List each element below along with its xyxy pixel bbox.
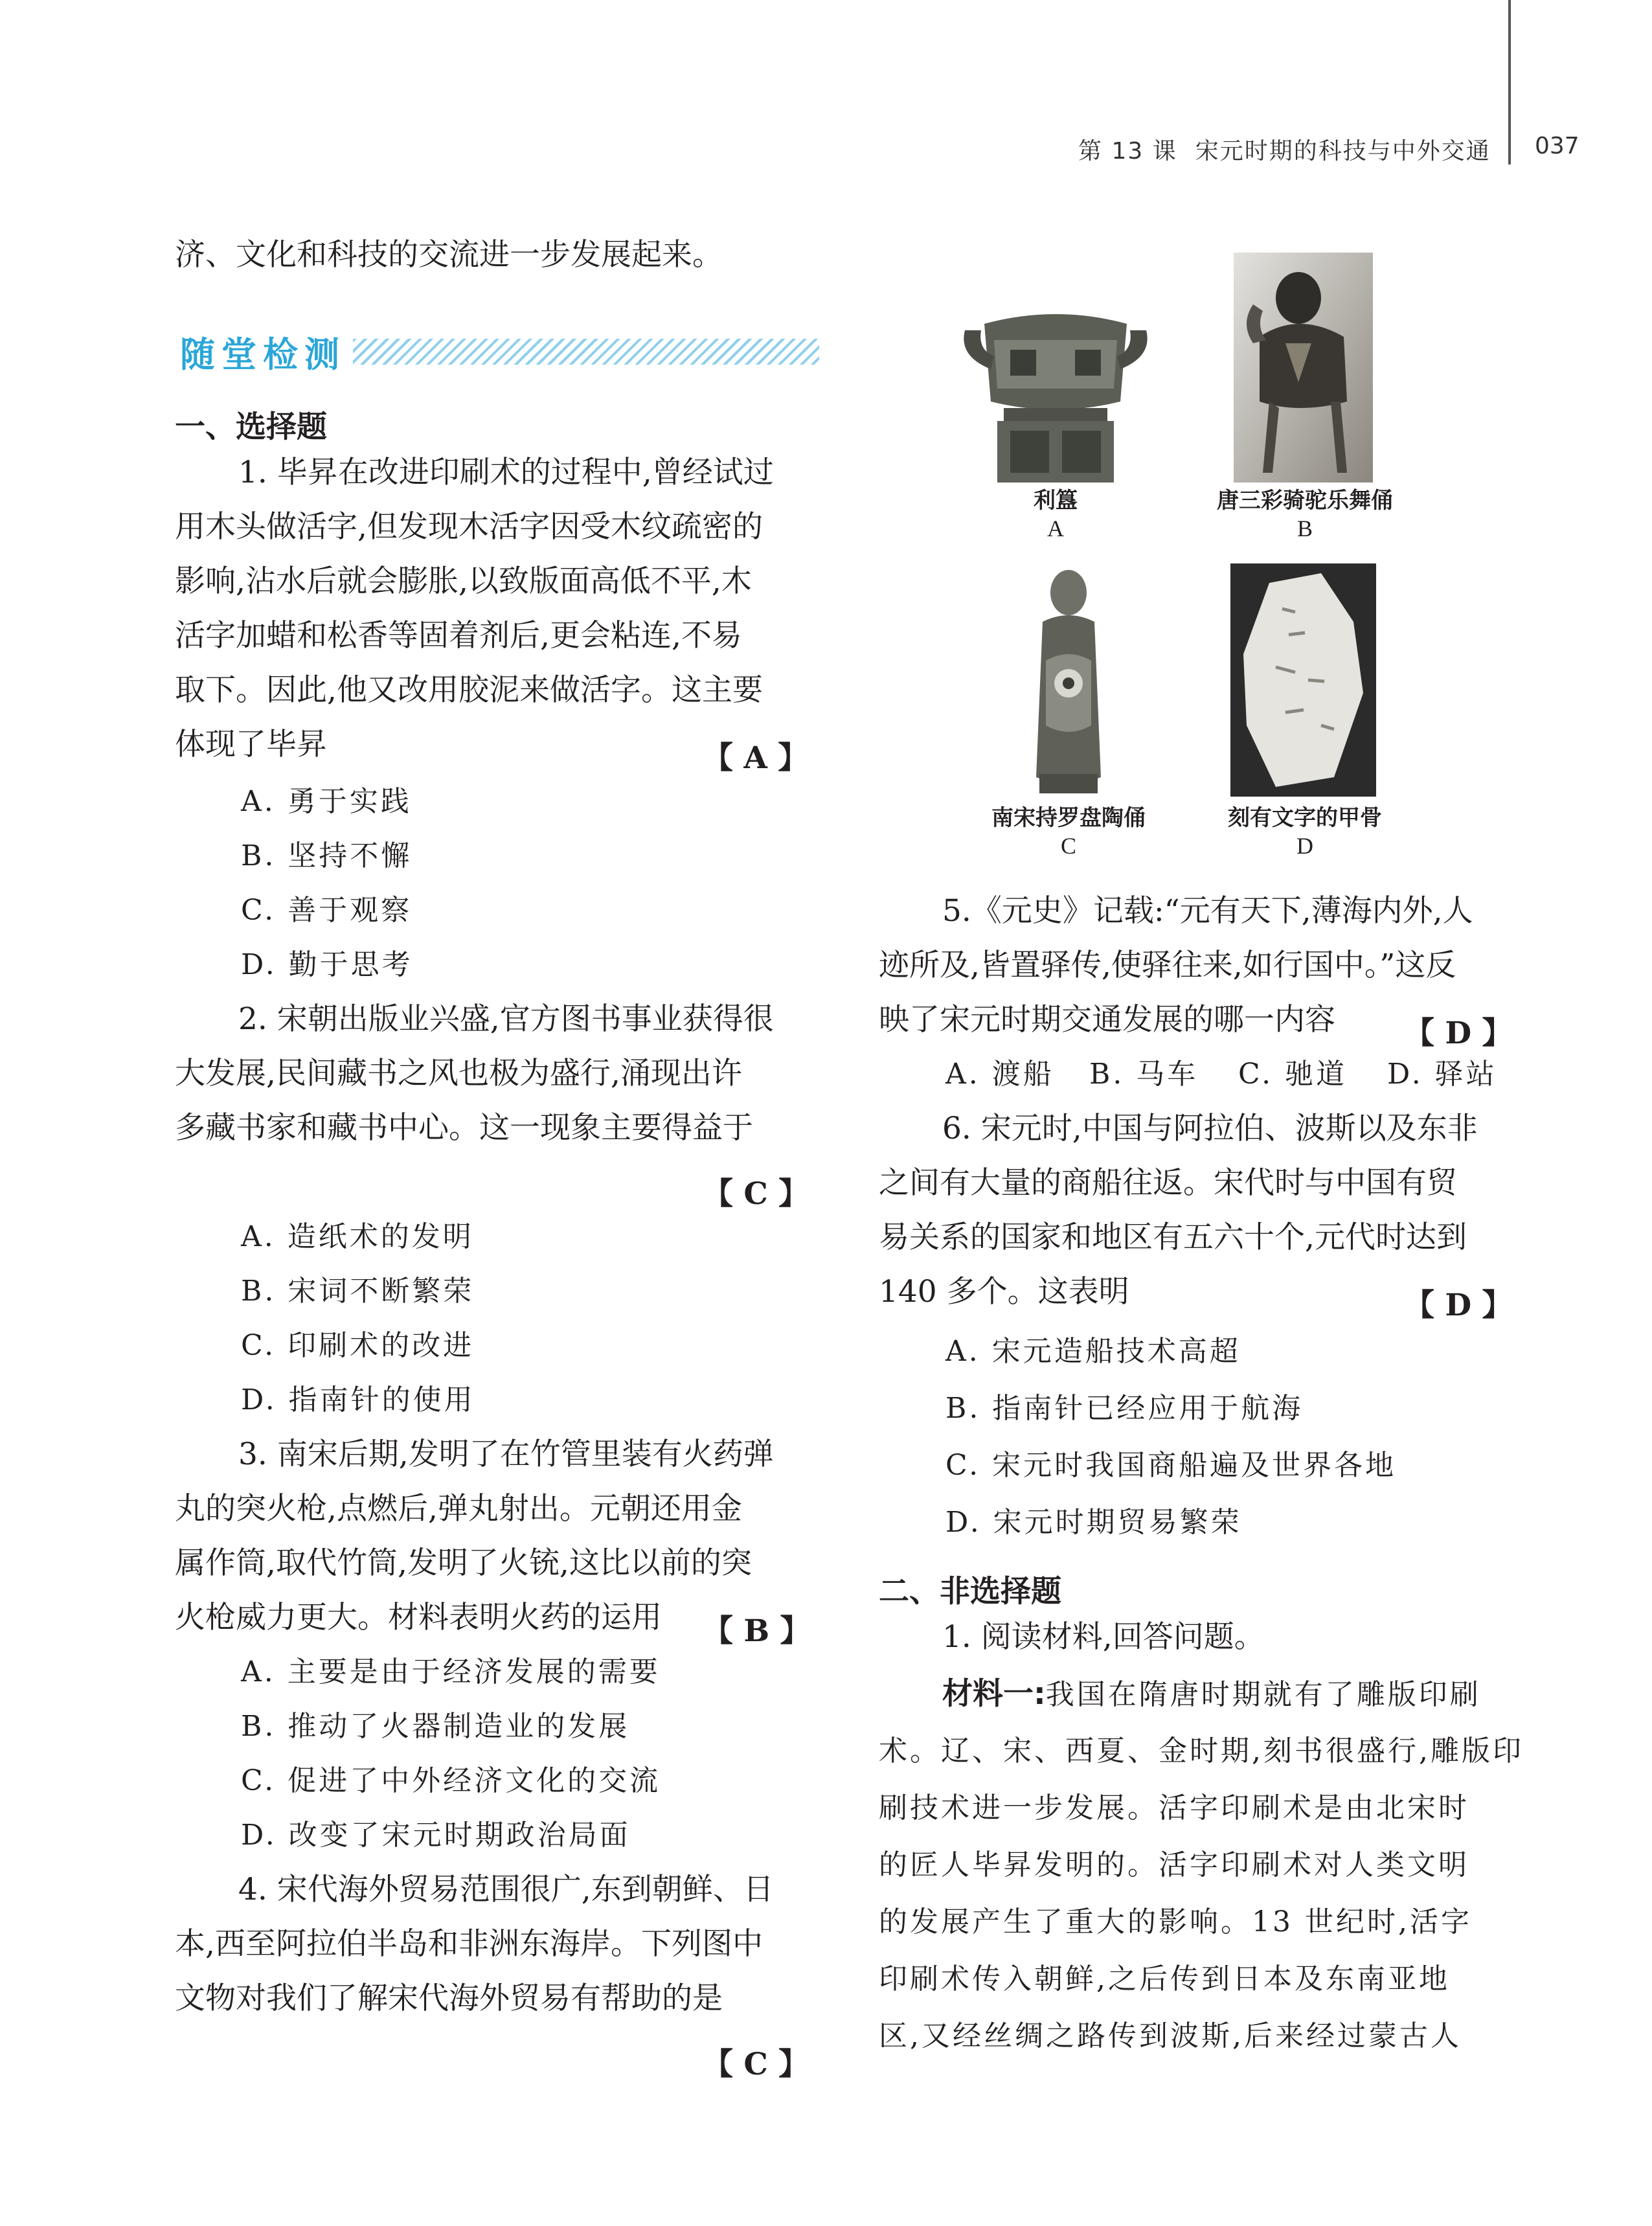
q4-line: 本,西至阿拉伯半岛和非洲东海岸。下列图中 xyxy=(175,1926,763,1962)
material-line: 的发展产生了重大的影响。13 世纪时,活字 xyxy=(879,1905,1472,1938)
figure-d-letter: D xyxy=(1296,833,1313,859)
material-label: 材料一: xyxy=(942,1676,1046,1712)
compass-figurine-image xyxy=(1023,563,1114,797)
q3-line: 火枪威力更大。材料表明火药的运用 xyxy=(175,1600,662,1635)
q3-answer: 【 B 】 xyxy=(703,1613,811,1649)
q2-option: D. 指南针的使用 xyxy=(241,1383,475,1416)
intro-line: 济、文化和科技的交流进一步发展起来。 xyxy=(175,237,723,273)
q5-option: C. 驰道 xyxy=(1238,1058,1348,1091)
q1-option: C. 善于观察 xyxy=(241,894,413,927)
q2-line: 大发展,民间藏书之风也极为盛行,涌现出许 xyxy=(175,1056,742,1091)
q5-line: 5.《元史》记载:“元有天下,薄海内外,人 xyxy=(942,893,1473,929)
running-header xyxy=(1078,133,1491,166)
q3-line: 属作筒,取代竹筒,发明了火铳,这比以前的突 xyxy=(175,1545,752,1581)
camel-figurine-image xyxy=(1234,253,1373,483)
part2-title: 二、非选择题 xyxy=(879,1574,1061,1609)
q6-option: B. 指南针已经应用于航海 xyxy=(945,1392,1304,1425)
q6-line: 140 多个。这表明 xyxy=(879,1274,1129,1310)
material-line: 刷技术进一步发展。活字印刷术是由北宋时 xyxy=(879,1791,1469,1824)
q5-option: B. 马车 xyxy=(1089,1058,1199,1091)
nq1-material-line-first xyxy=(942,1667,1481,1722)
lesson-title: 宋元时期的科技与中外交通 xyxy=(1195,138,1491,165)
figure-b-letter: B xyxy=(1296,516,1313,541)
material-line: 术。辽、宋、西夏、金时期,刻书很盛行,雕版印 xyxy=(879,1734,1524,1767)
q6-line: 易关系的国家和地区有五六十个,元代时达到 xyxy=(879,1220,1467,1255)
q2-line: 多藏书家和藏书中心。这一现象主要得益于 xyxy=(175,1110,753,1146)
q3-line: 丸的突火枪,点燃后,弹丸射出。元朝还用金 xyxy=(175,1491,742,1527)
q2-answer: 【 C 】 xyxy=(703,1176,809,1212)
oracle-bone-image xyxy=(1230,563,1376,797)
q2-option: C. 印刷术的改进 xyxy=(241,1329,475,1362)
figure-d-caption: 刻有文字的甲骨 xyxy=(1228,805,1382,831)
q2-line: 2. 宋朝出版业兴盛,官方图书事业获得很 xyxy=(238,1001,774,1037)
q6-option: C. 宋元时我国商船遍及世界各地 xyxy=(945,1449,1397,1482)
q4-line: 4. 宋代海外贸易范围很广,东到朝鲜、日 xyxy=(238,1872,774,1907)
q1-line: 1. 毕昇在改进印刷术的过程中,曾经试过 xyxy=(238,455,774,490)
q1-answer: 【 A 】 xyxy=(703,740,809,776)
material-line: 区,又经丝绸之路传到波斯,后来经过蒙古人 xyxy=(879,2019,1462,2052)
q5-line: 映了宋元时期交通发展的哪一内容 xyxy=(879,1002,1335,1038)
q6-option: D. 宋元时期贸易繁荣 xyxy=(945,1506,1242,1539)
lesson-number: 第 13 课 xyxy=(1078,138,1177,165)
bronze-gui-image xyxy=(958,278,1153,486)
q3-option: D. 改变了宋元时期政治局面 xyxy=(241,1819,631,1852)
q6-answer: 【 D 】 xyxy=(1404,1288,1513,1323)
q5-option: A. 渡船 xyxy=(945,1058,1054,1091)
q1-line: 用木头做活字,但发现木活字因受木纹疏密的 xyxy=(175,509,763,545)
q3-line: 3. 南宋后期,发明了在竹管里装有火药弹 xyxy=(238,1437,774,1472)
q1-line: 体现了毕昇 xyxy=(175,727,327,762)
page-number: 037 xyxy=(1535,133,1579,159)
q2-option: A. 造纸术的发明 xyxy=(241,1220,474,1253)
q3-option: C. 促进了中外经济文化的交流 xyxy=(241,1764,661,1797)
q6-line: 之间有大量的商船往返。宋代时与中国有贸 xyxy=(879,1165,1457,1201)
figure-a-letter: A xyxy=(1047,516,1064,541)
figure-b-caption: 唐三彩骑驼乐舞俑 xyxy=(1217,488,1393,514)
q4-answer: 【 C 】 xyxy=(703,2047,809,2082)
q1-line: 影响,沾水后就会膨胀,以致版面高低不平,木 xyxy=(175,563,752,599)
q5-line: 迹所及,皆置驿传,使驿往来,如行国中。”这反 xyxy=(879,948,1456,983)
q2-option: B. 宋词不断繁荣 xyxy=(241,1275,475,1308)
section-title-stripe xyxy=(353,339,819,365)
q5-answer: 【 D 】 xyxy=(1404,1016,1513,1051)
part1-title: 一、选择题 xyxy=(175,409,327,445)
material-line: 的匠人毕昇发明的。活字印刷术对人类文明 xyxy=(879,1848,1469,1881)
q1-line: 取下。因此,他又改用胶泥来做活字。这主要 xyxy=(175,672,763,708)
figure-c-letter: C xyxy=(1060,833,1076,859)
q1-line: 活字加蜡和松香等固着剂后,更会粘连,不易 xyxy=(175,618,742,653)
q5-option: D. 驿站 xyxy=(1387,1058,1497,1091)
material-line: 我国在隋唐时期就有了雕版印刷 xyxy=(1045,1678,1481,1711)
q6-option: A. 宋元造船技术高超 xyxy=(945,1335,1241,1368)
header-divider xyxy=(1508,0,1511,165)
q1-option: A. 勇于实践 xyxy=(241,785,412,818)
q4-line: 文物对我们了解宋代海外贸易有帮助的是 xyxy=(175,1981,723,2016)
q1-option: B. 坚持不懈 xyxy=(241,839,413,872)
section-title: 随堂检测 xyxy=(180,334,346,375)
q3-option: B. 推动了火器制造业的发展 xyxy=(241,1710,630,1743)
q1-option: D. 勤于思考 xyxy=(241,948,413,981)
figure-a-caption: 利簋 xyxy=(1034,488,1078,514)
material-line: 印刷术传入朝鲜,之后传到日本及东南亚地 xyxy=(879,1962,1450,1995)
figure-c-caption: 南宋持罗盘陶俑 xyxy=(991,805,1146,831)
q3-option: A. 主要是由于经济发展的需要 xyxy=(241,1655,661,1688)
nq1-intro: 1. 阅读材料,回答问题。 xyxy=(942,1619,1265,1655)
q6-line: 6. 宋元时,中国与阿拉伯、波斯以及东非 xyxy=(942,1111,1478,1146)
